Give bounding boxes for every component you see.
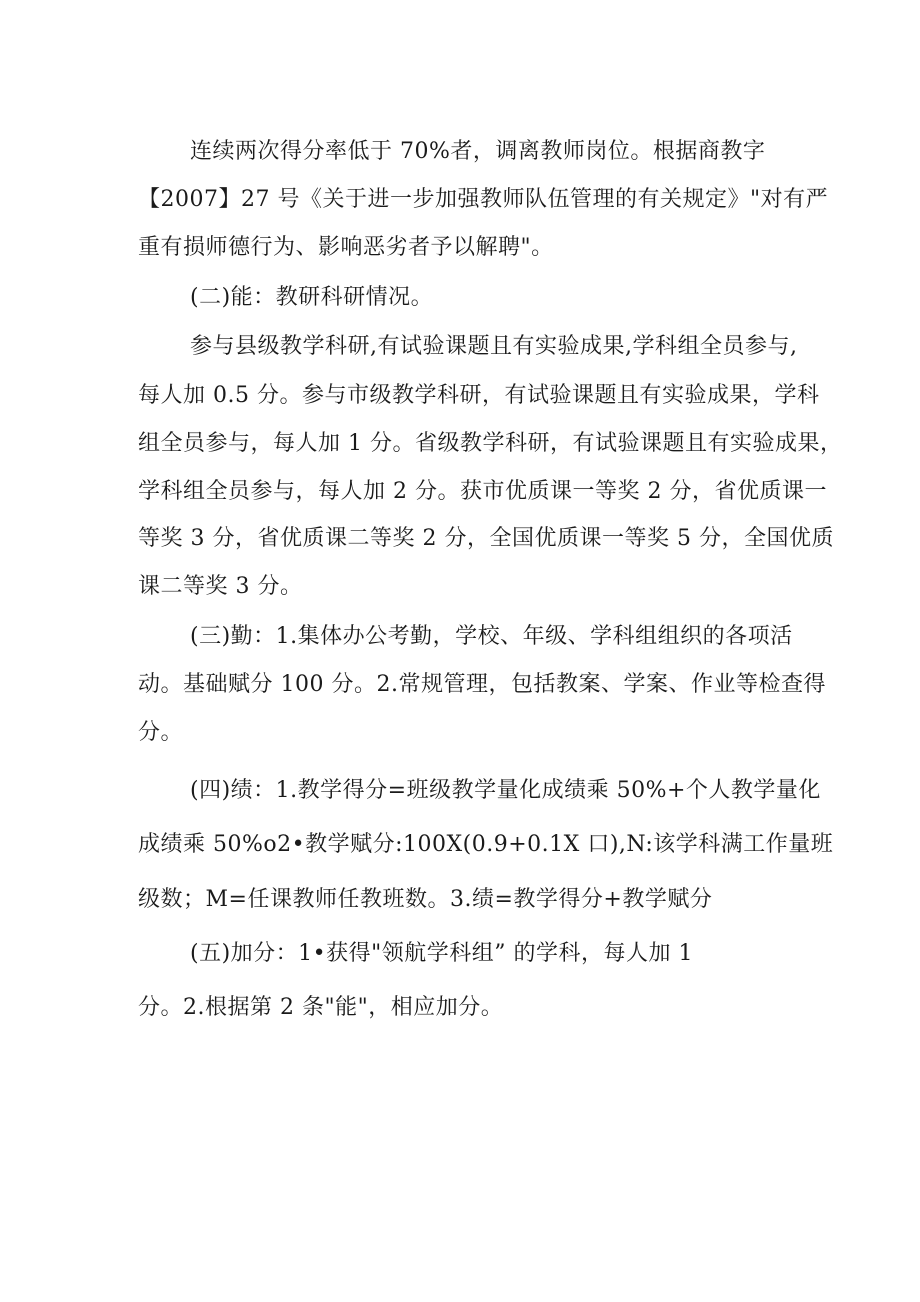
section-heading: (三)勤：1.集体办公考勤，学校、年级、学科组组织的各项活 bbox=[190, 624, 793, 649]
text-line: 连续两次得分率低于 70%者，调离教师岗位。根据商教字 bbox=[190, 139, 766, 164]
section-heading: (四)绩：1.教学得分=班级教学量化成绩乘 50%+个人教学量化 bbox=[190, 778, 821, 803]
text-line: 动。基础赋分 100 分。2.常规管理，包括教案、学案、作业等检查得 bbox=[138, 672, 826, 697]
text-line: 分。2.根据第 2 条"能"，相应加分。 bbox=[138, 995, 504, 1020]
text-line: 成绩乘 50%o2•教学赋分:100X(0.9+0.1X 口),N:该学科满工作量班 bbox=[138, 832, 834, 857]
text-line: 参与县级教学科研,有试验课题且有实验成果,学科组全员参与, bbox=[190, 334, 798, 359]
text-line: 学科组全员参与，每人加 2 分。获市优质课一等奖 2 分，省优质课一 bbox=[138, 479, 827, 504]
text-line: 课二等奖 3 分。 bbox=[138, 574, 303, 599]
text-line: 级数；M=任课教师任教班数。3.绩=教学得分+教学赋分 bbox=[138, 887, 713, 912]
text-line: 每人加 0.5 分。参与市级教学科研，有试验课题且有实验成果，学科 bbox=[138, 383, 820, 408]
text-line: 【2007】27 号《关于进一步加强教师队伍管理的有关规定》"对有严 bbox=[138, 187, 829, 212]
section-heading: (二)能：教研科研情况。 bbox=[190, 285, 434, 310]
section-heading: (五)加分：1•获得"领航学科组” 的学科，每人加 1 bbox=[190, 941, 693, 966]
text-line: 分。 bbox=[138, 720, 184, 745]
text-line: 组全员参与，每人加 1 分。省级教学科研，有试验课题且有实验成果， bbox=[138, 431, 843, 456]
text-line: 重有损师德行为、影响恶劣者予以解聘"。 bbox=[138, 235, 554, 260]
text-line: 等奖 3 分，省优质课二等奖 2 分，全国优质课一等奖 5 分，全国优质 bbox=[138, 526, 834, 551]
